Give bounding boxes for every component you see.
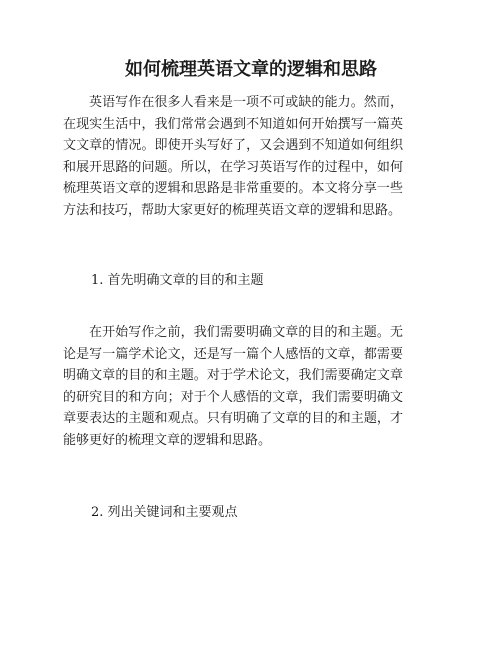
- section-heading-2: 2. 列出关键词和主要观点: [91, 505, 238, 520]
- intro-paragraph: 英语写作在很多人看来是一项不可或缺的能力。然而，在现实生活中，我们常常会遇到不知道如何开始撰写一篇英文文章的情况。即使开头写好了，又会遇到不知道如何组织和展开思路的问题。所以，在学习英语写作的过程中，如何梳理英语文章的逻辑和思路是非常重要的。本文将分享一些方法和技巧，帮助大家更好的梳理英语文章的逻辑和思路。: [63, 95, 403, 218]
- section-body-1: 在开始写作之前，我们需要明确文章的目的和主题。无论是写一篇学术论文，还是写一篇个人感悟的文章，都需要明确文章的目的和主题。对于学术论文，我们需要确定文章的研究目的和方向；对于个人感悟的文章，我们需要明确文章要表达的主题和观点。只有明确了文章的目的和主题，才能够更好的梳理文章的逻辑和思路。: [63, 325, 403, 448]
- section-heading-1: 1. 首先明确文章的目的和主题: [91, 273, 264, 288]
- document-title: 如何梳理英语文章的逻辑和思路: [125, 59, 377, 80]
